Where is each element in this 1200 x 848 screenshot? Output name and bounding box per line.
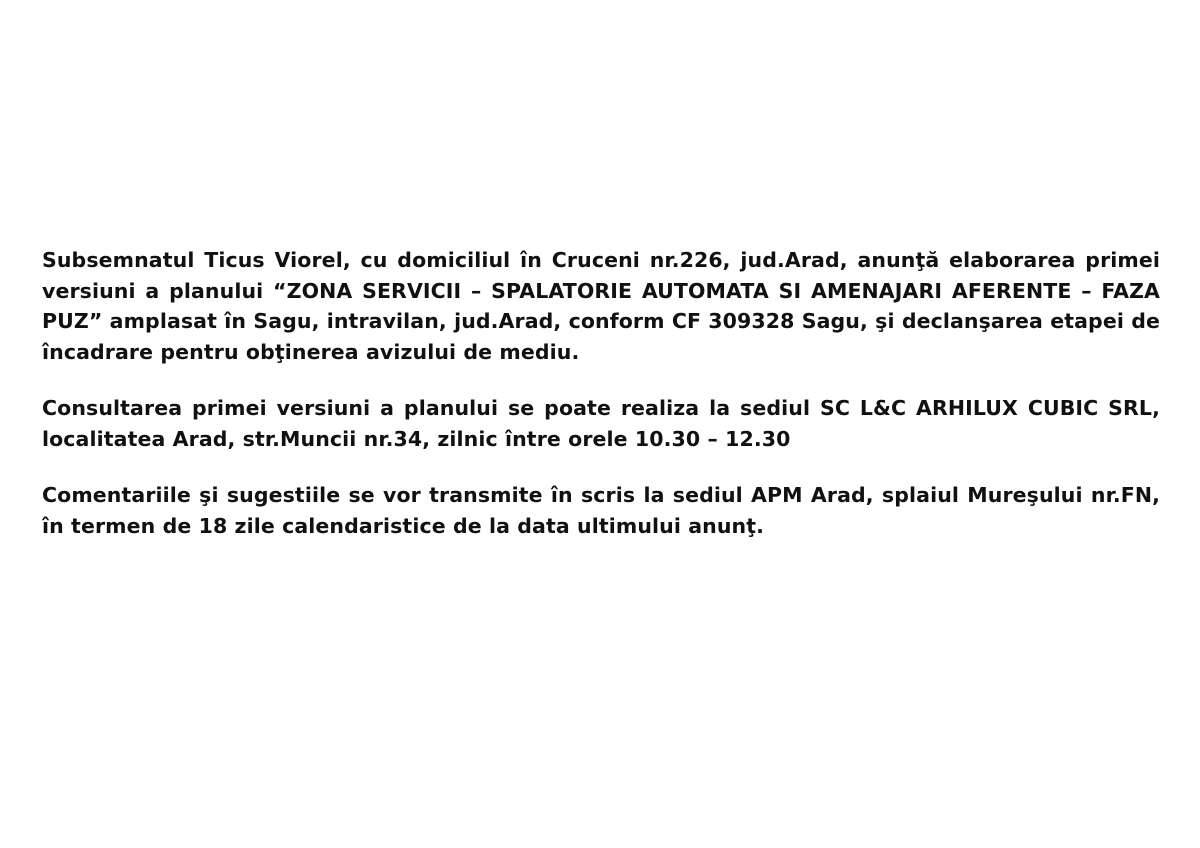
paragraph-consultation: Consultarea primei versiuni a planului se poate realiza la sediul SC L&C ARHILUX CUBIC SRL, localitatea Arad, str.Muncii nr.34, zilnic între orele 10.30 – 12.30 — [42, 396, 1160, 451]
paragraph-announcement: Subsemnatul Ticus Viorel, cu domiciliul în Cruceni nr.226, jud.Arad, anunţă elaborarea primei versiuni a planului “ZONA SERVICII – SPALATORIE AUTOMATA SI AMENAJARI AFERENTE – FAZA PUZ” amplasat în Sagu, intravilan, jud.Arad, conform CF 309328 Sagu, şi declanşarea etapei de încadrare pentru obţinerea avizului de mediu. — [42, 248, 1160, 364]
document-body — [42, 245, 1160, 541]
paragraph-comments: Comentariile şi sugestiile se vor transmite în scris la sediul APM Arad, splaiul Mureşului nr.FN, în termen de 18 zile calendaristice de la data ultimului anunţ. — [42, 483, 1160, 538]
